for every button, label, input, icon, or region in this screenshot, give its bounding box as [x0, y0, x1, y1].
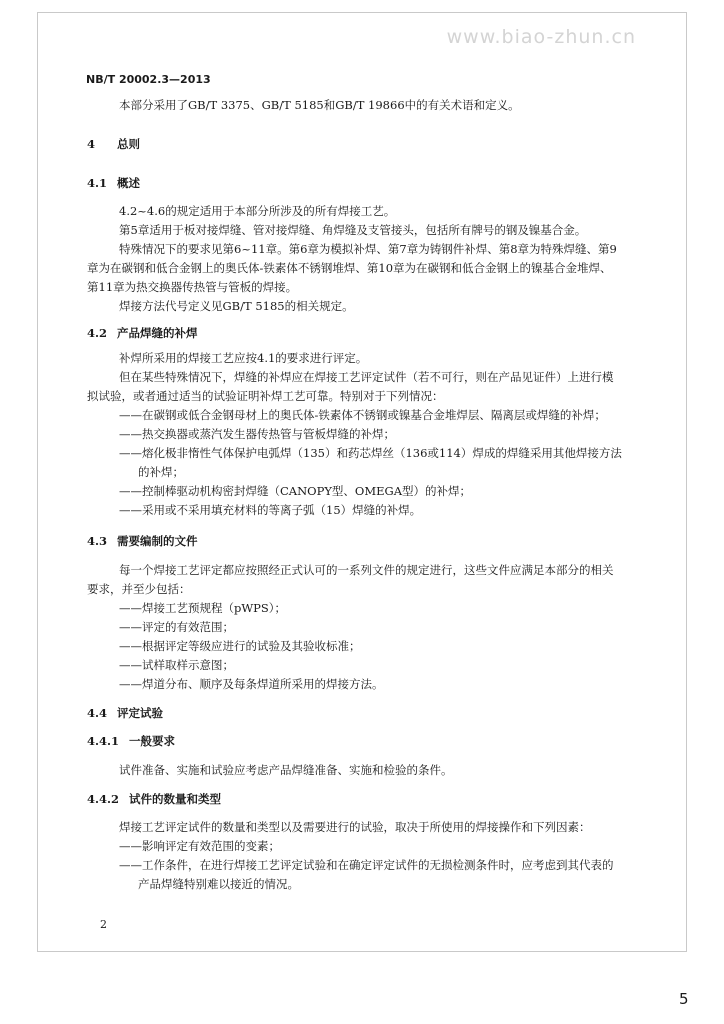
s41-line: 特殊情况下的要求见第6~11章。第6章为模拟补焊、第7章为铸钢件补焊、第8章为特殊焊缝、第9: [119, 242, 617, 256]
s42-dash-item: ——熔化极非惰性气体保护电弧焊（135）和药芯焊丝（136或114）焊成的焊缝采用其他焊接方法: [119, 446, 622, 460]
s42-dash-item-cont: 的补焊；: [138, 465, 184, 479]
s43-dash-item: ——根据评定等级应进行的试验及其验收标准；: [119, 639, 361, 653]
standard-number: NB/T 20002.3—2013: [86, 73, 211, 86]
intro-paragraph: 本部分采用了GB/T 3375、GB/T 5185和GB/T 19866中的有关术语和定义。: [119, 98, 520, 112]
heading-title: 总则: [117, 137, 140, 151]
page-number: 2: [100, 918, 107, 931]
s42-line: 但在某些特殊情况下，焊缝的补焊应在焊接工艺评定试件（若不可行，则在产品见证件）上进行模: [119, 370, 614, 384]
heading-number: 4.1: [87, 176, 108, 190]
heading-title: 概述: [117, 176, 140, 190]
heading-4-4-1: [87, 734, 175, 748]
sheet-number: 5: [679, 990, 689, 1008]
heading-4-3: [87, 534, 198, 548]
s43-dash-item: ——评定的有效范围；: [119, 620, 234, 634]
heading-4-4: [87, 706, 163, 720]
s43-dash-item: ——试样取样示意图；: [119, 658, 234, 672]
s41-line: 第5章适用于板对接焊缝、管对接焊缝、角焊缝及支管接头，包括所有牌号的钢及镍基合金。: [119, 223, 587, 237]
s442-dash-item-cont: 产品焊缝特别难以接近的情况。: [138, 877, 299, 891]
heading-4: [87, 137, 140, 151]
heading-number: 4.3: [87, 534, 108, 548]
heading-number: 4: [87, 137, 96, 151]
s42-dash-item: ——采用或不采用填充材料的等离子弧（15）焊缝的补焊。: [119, 503, 422, 517]
s43-dash-item: ——焊道分布、顺序及每条焊道所采用的焊接方法。: [119, 677, 384, 691]
s43-line: 要求，并至少包括：: [87, 582, 191, 596]
s42-dash-item: ——热交换器或蒸汽发生器传热管与管板焊缝的补焊；: [119, 427, 395, 441]
heading-title: 需要编制的文件: [117, 534, 198, 548]
s441-line: 试件准备、实施和试验应考虑产品焊缝准备、实施和检验的条件。: [119, 763, 453, 777]
heading-title: 评定试验: [117, 706, 163, 720]
s41-line: 第11章为热交换器传热管与管板的焊接。: [87, 280, 298, 294]
s42-line: 拟试验，或者通过适当的试验证明补焊工艺可靠。特别对于下列情况：: [87, 389, 444, 403]
s442-dash-item: ——影响评定有效范围的变素；: [119, 839, 280, 853]
heading-title: 产品焊缝的补焊: [117, 326, 198, 340]
s43-dash-item: ——焊接工艺预规程（pWPS）；: [119, 601, 287, 615]
s42-dash-item: ——在碳钢或低合金钢母材上的奥氏体-铁素体不锈钢或镍基合金堆焊层、隔离层或焊缝的补焊；: [119, 408, 606, 422]
s43-line: 每一个焊接工艺评定都应按照经正式认可的一系列文件的规定进行，这些文件应满足本部分的相关: [119, 563, 614, 577]
page-border: [37, 12, 687, 952]
s442-line: 焊接工艺评定试件的数量和类型以及需要进行的试验，取决于所使用的焊接操作和下列因素：: [119, 820, 591, 834]
heading-4-2: [87, 326, 198, 340]
s41-line: 焊接方法代号定义见GB/T 5185的相关规定。: [119, 299, 354, 313]
s42-line: 补焊所采用的焊接工艺应按4.1的要求进行评定。: [119, 351, 368, 365]
heading-number: 4.4.1: [87, 734, 120, 748]
heading-title: 试件的数量和类型: [129, 792, 221, 806]
heading-number: 4.4: [87, 706, 108, 720]
s442-dash-item: ——工作条件，在进行焊接工艺评定试验和在确定评定试件的无损检测条件时，应考虑到其代表的: [119, 858, 614, 872]
s41-line: 4.2~4.6的规定适用于本部分所涉及的所有焊接工艺。: [119, 204, 396, 218]
heading-title: 一般要求: [129, 734, 175, 748]
s41-line: 章为在碳钢和低合金钢上的奥氏体-铁素体不锈钢堆焊、第10章为在碳钢和低合金钢上的镍基合金堆焊、: [87, 261, 612, 275]
heading-4-4-2: [87, 792, 221, 806]
s42-dash-item: ——控制棒驱动机构密封焊缝（CANOPY型、OMEGA型）的补焊；: [119, 484, 472, 498]
watermark: www.biao-zhun.cn: [446, 26, 636, 48]
heading-number: 4.2: [87, 326, 108, 340]
heading-4-1: [87, 176, 140, 190]
heading-number: 4.4.2: [87, 792, 120, 806]
